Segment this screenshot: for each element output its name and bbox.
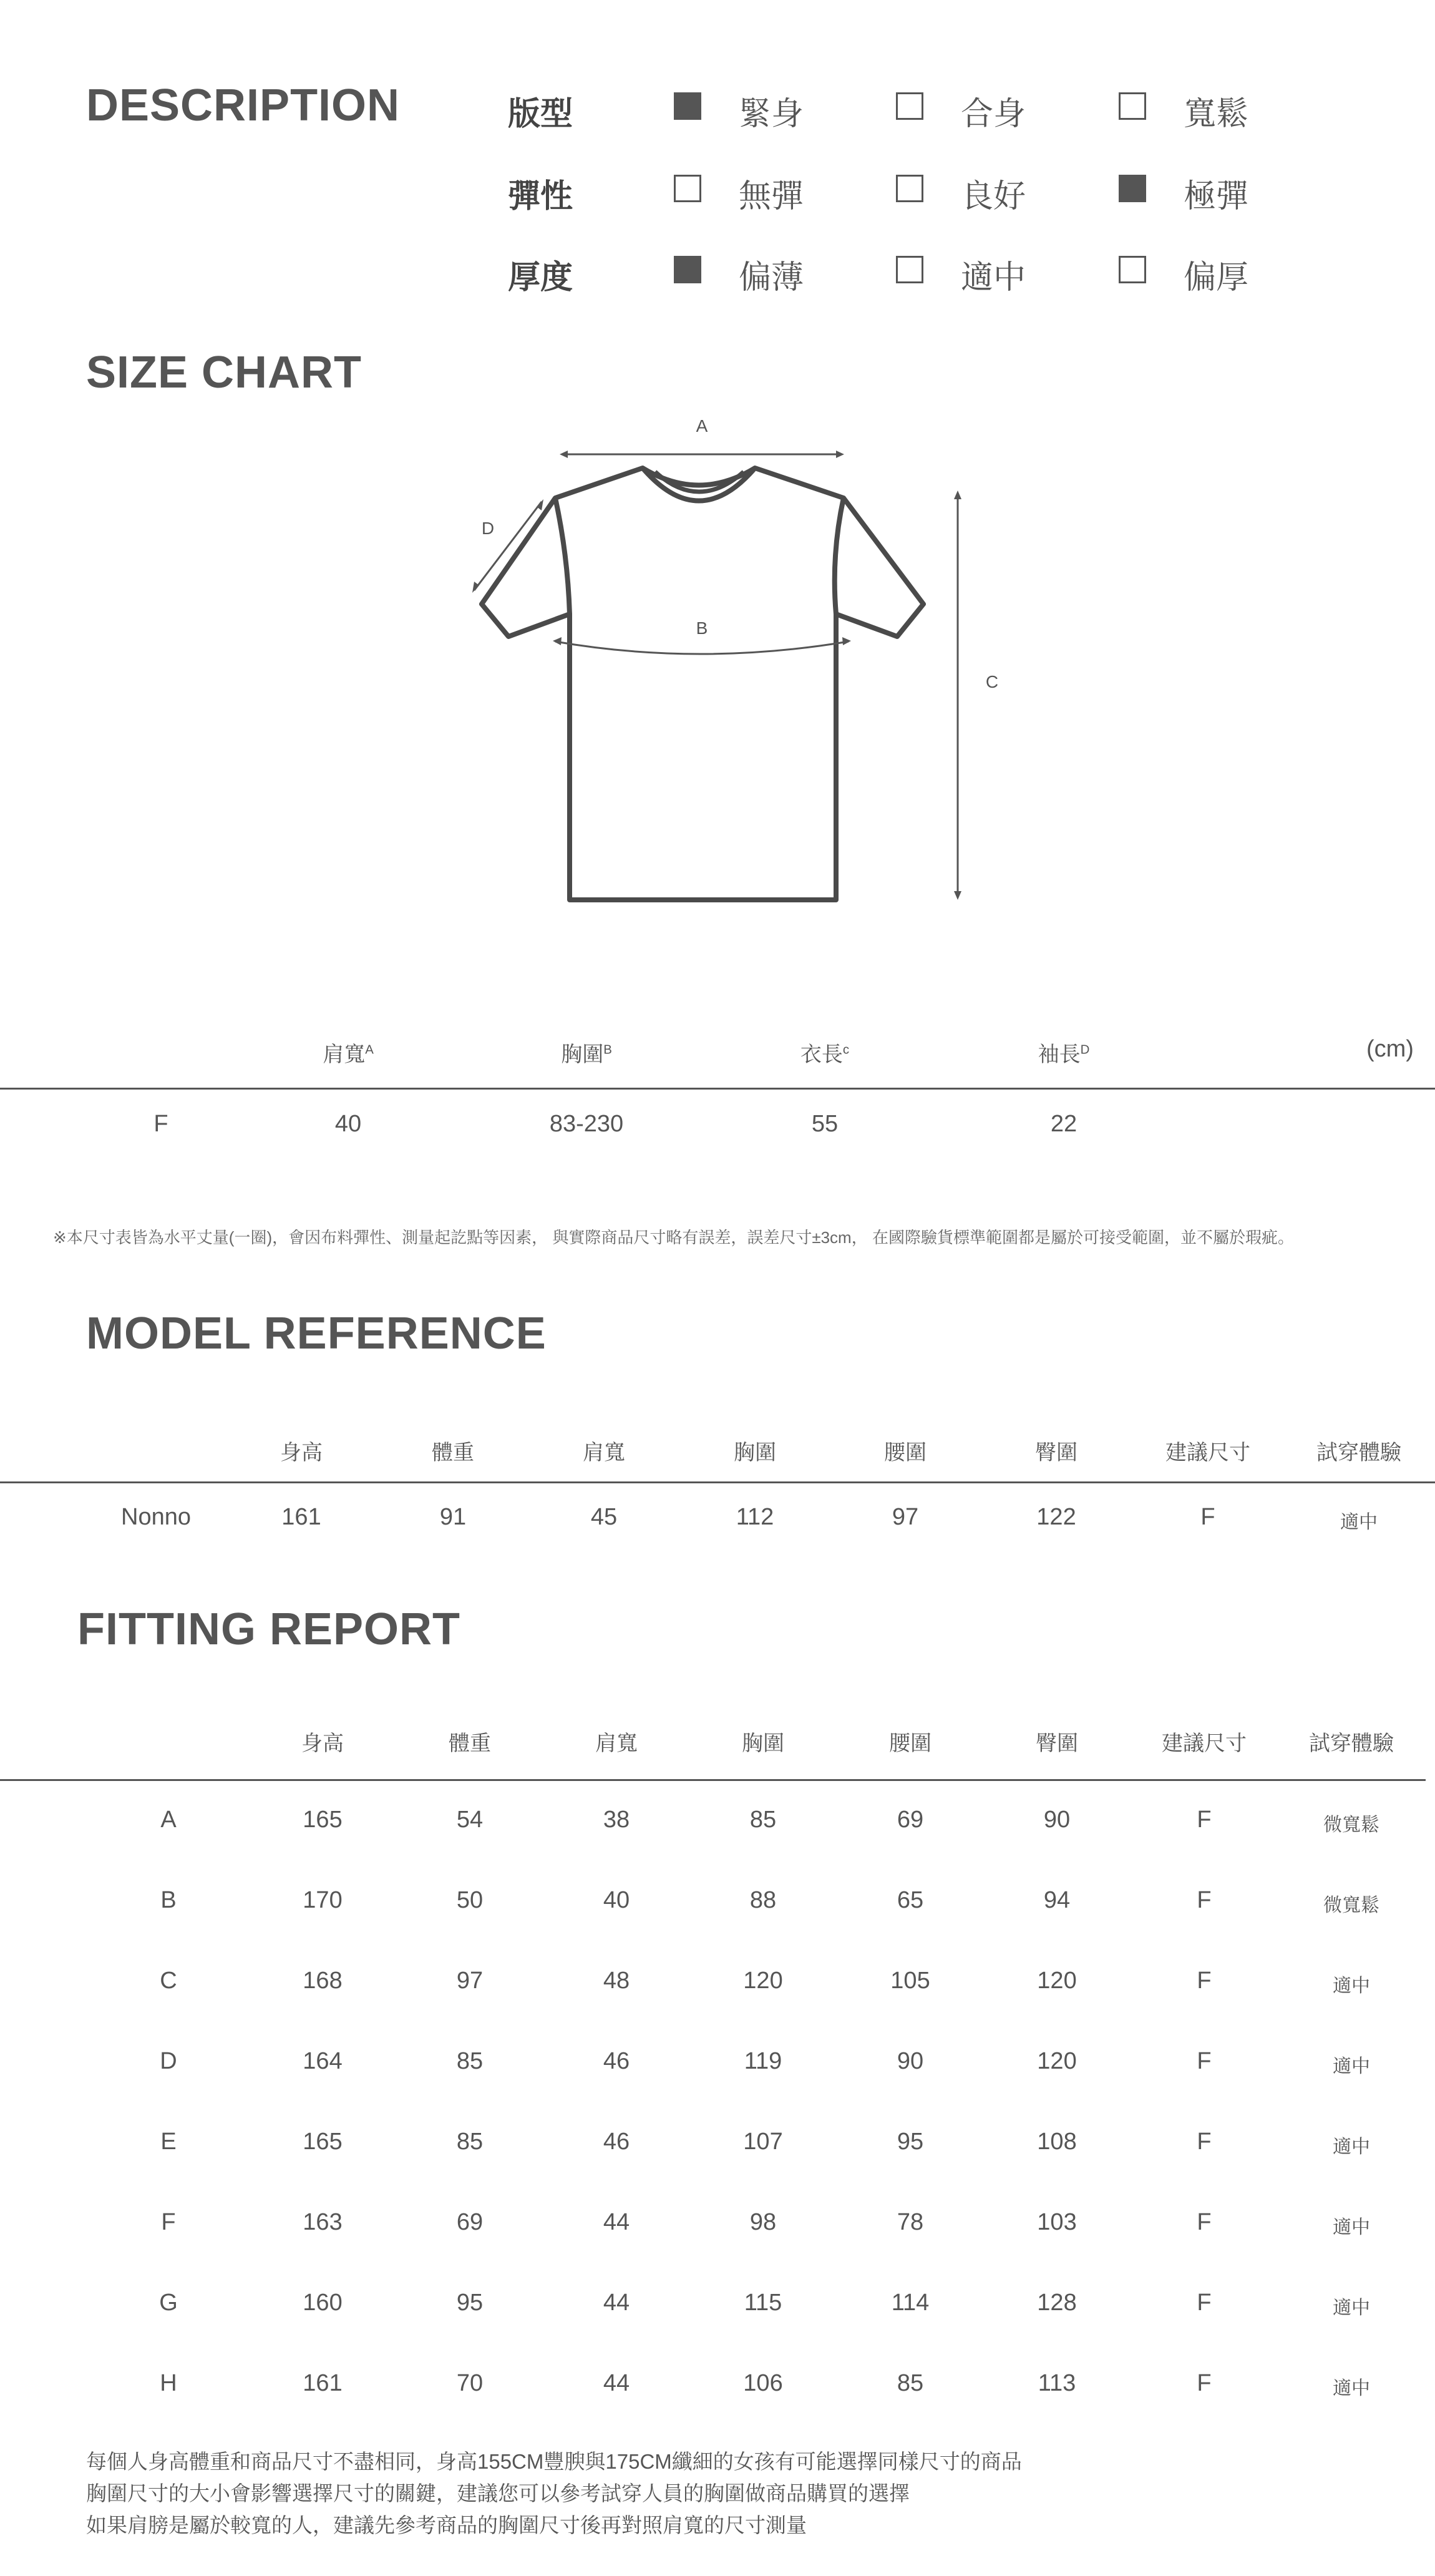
fitting-cell: 168 [303,1968,343,1994]
checkbox-unchecked [1119,256,1146,283]
fitting-cell: 65 [897,1887,924,1913]
dimension-c-label: C [985,672,999,691]
model-header: 肩寬 [583,1441,625,1465]
fitting-cell: F [1197,2290,1212,2316]
checkbox-unchecked [896,92,923,120]
fitting-header: 建議尺寸 [1162,1732,1247,1755]
fitting-cell: 54 [456,1807,484,1833]
fitting-report-title: FITTING REPORT [77,1604,460,1654]
fitting-cell: 120 [1037,1968,1077,1994]
fitting-cell: 69 [456,2209,484,2235]
fitting-header: 腰圍 [889,1732,932,1755]
fitting-cell: 108 [1037,2129,1077,2155]
fitting-cell: 170 [303,1887,343,1913]
fitting-cell: 85 [456,2048,484,2074]
fitting-cell: 94 [1043,1887,1071,1913]
option-label: 合身 [961,96,1026,132]
size-header-sup: c [842,1043,850,1057]
footer-line: 胸圍尺寸的大小會影響選擇尺寸的關鍵，建議您可以參考試穿人員的胸圍做商品購買的選擇 [86,2482,910,2505]
fitting-cell: 46 [603,2048,630,2074]
option-label: 偏厚 [1184,260,1249,296]
size-header: 袖長$^D$ [1038,1043,1090,1066]
model-cell: 112 [736,1504,774,1530]
fitting-header: 體重 [449,1732,491,1755]
description-label: 版型 [508,96,573,132]
fitting-cell: 適中 [1333,2378,1370,2399]
fitting-cell: 70 [456,2370,484,2396]
size-cell: 22 [1050,1111,1077,1137]
fitting-cell: 90 [897,2048,924,2074]
fitting-row-name: A [160,1807,177,1833]
fitting-cell: F [1197,1887,1212,1913]
fitting-cell: 48 [603,1968,630,1994]
fitting-cell: 165 [303,2129,343,2155]
model-cell: 45 [590,1504,618,1530]
size-cell: 55 [811,1111,839,1137]
checkbox-checked [674,256,701,283]
tshirt-diagram [437,399,1048,911]
model-cell: F [1200,1504,1215,1530]
option-label: 無彈 [739,178,804,215]
fitting-cell: 97 [456,1968,484,1994]
fitting-header: 試穿體驗 [1309,1732,1394,1755]
fitting-cell: 50 [456,1887,484,1913]
model-header: 臀圍 [1035,1441,1077,1465]
divider [0,1088,1435,1090]
fitting-row-name: G [159,2290,178,2316]
size-header-sup: D [1080,1043,1090,1057]
description-title: DESCRIPTION [86,80,401,130]
fitting-header: 臀圍 [1036,1732,1078,1755]
option-label: 緊身 [739,96,804,132]
model-name: Nonno [121,1504,191,1530]
fitting-cell: 46 [603,2129,630,2155]
fitting-header: 胸圍 [742,1732,784,1755]
fitting-cell: 適中 [1333,1976,1370,1996]
fitting-cell: 38 [603,1807,630,1833]
fitting-cell: 85 [749,1807,777,1833]
fitting-cell: 128 [1037,2290,1077,2316]
fitting-header: 身高 [301,1732,344,1755]
model-header: 腰圍 [884,1441,927,1465]
fitting-cell: 163 [303,2209,343,2235]
option-label: 良好 [961,178,1026,215]
checkbox-checked [1119,175,1146,202]
fitting-cell: 95 [897,2129,924,2155]
model-cell: 122 [1036,1504,1076,1530]
fitting-cell: 微寬鬆 [1323,1895,1379,1916]
fitting-cell: 88 [749,1887,777,1913]
dimension-b-line [555,642,849,654]
fitting-cell: 適中 [1333,2137,1370,2157]
fitting-header: 肩寬 [595,1732,638,1755]
checkbox-unchecked [896,256,923,283]
size-header-sup: A [365,1043,374,1057]
option-label: 偏薄 [739,260,804,296]
fitting-cell: 95 [456,2290,484,2316]
fitting-row-name: B [160,1887,177,1913]
footer-line: 每個人身高體重和商品尺寸不盡相同，身高155CM豐腴與175CM纖細的女孩有可能選擇同樣尺寸的商品 [86,2450,1022,2473]
size-row-name: F [153,1111,168,1137]
fitting-cell: F [1197,2209,1212,2235]
dimension-a-label: A [696,416,708,436]
model-header: 建議尺寸 [1165,1441,1250,1465]
fitting-cell: 103 [1037,2209,1077,2235]
checkbox-unchecked [896,175,923,202]
option-label: 極彈 [1184,178,1249,215]
description-label: 彈性 [508,178,573,215]
fitting-cell: 40 [603,1887,630,1913]
fitting-cell: F [1197,2048,1212,2074]
fitting-row-name: D [160,2048,177,2074]
dimension-b-label: B [696,618,708,638]
option-label: 寬鬆 [1184,96,1249,132]
dimension-d-label: D [481,519,495,538]
fitting-cell: 161 [303,2370,343,2396]
fitting-cell: 44 [603,2290,630,2316]
size-chart-title: SIZE CHART [86,348,362,398]
fitting-cell: F [1197,1807,1212,1833]
dimension-d-line [474,502,542,590]
model-reference-title: MODEL REFERENCE [86,1309,547,1359]
fitting-cell: 69 [897,1807,924,1833]
fitting-cell: F [1197,2370,1212,2396]
divider [0,1779,1426,1781]
size-cell: 83-230 [549,1111,624,1137]
model-cell: 161 [281,1504,321,1530]
fitting-cell: 115 [744,2290,782,2316]
divider [0,1481,1435,1483]
fitting-cell: 44 [603,2209,630,2235]
fitting-cell: 105 [890,1968,930,1994]
fitting-cell: 適中 [1333,2056,1370,2077]
fitting-cell: 90 [1043,1807,1071,1833]
fitting-cell: 114 [891,2290,930,2316]
fitting-cell: 85 [456,2129,484,2155]
size-header: 肩寬$^A$ [323,1043,374,1066]
tshirt-outline [482,468,923,900]
size-header: 胸圍$^B$ [561,1043,612,1066]
fitting-cell: 44 [603,2370,630,2396]
fitting-row-name: E [160,2129,177,2155]
size-header: 衣長$^c$ [800,1043,850,1066]
size-chart-note: ※本尺寸表皆為水平丈量(一圈)，會因布料彈性、測量起訖點等因素， 與實際商品尺寸略有誤差，誤差尺寸±3cm， 在國際驗貨標準範圍都是屬於可接受範圍，並不屬於瑕疵。 [53,1228,1294,1247]
model-cell: 適中 [1340,1512,1378,1533]
fitting-cell: 106 [743,2370,783,2396]
unit-label: (cm) [1366,1036,1414,1062]
checkbox-unchecked [674,175,701,202]
checkbox-unchecked [1119,92,1146,120]
fitting-row-name: F [161,2209,176,2235]
fitting-cell: 適中 [1333,2217,1370,2238]
model-header: 身高 [280,1441,323,1465]
description-label: 厚度 [508,260,573,296]
fitting-cell: 微寬鬆 [1323,1815,1379,1835]
fitting-row-name: H [160,2370,177,2396]
fitting-cell: 160 [303,2290,343,2316]
fitting-cell: 164 [303,2048,343,2074]
fitting-cell: 98 [749,2209,777,2235]
fitting-cell: 適中 [1333,2298,1370,2318]
checkbox-checked [674,92,701,120]
fitting-cell: 78 [897,2209,924,2235]
fitting-cell: 119 [744,2048,782,2074]
fitting-cell: 165 [303,1807,343,1833]
model-header: 體重 [432,1441,474,1465]
fitting-cell: 113 [1038,2370,1076,2396]
fitting-cell: 107 [743,2129,783,2155]
fitting-cell: F [1197,1968,1212,1994]
option-label: 適中 [961,260,1026,296]
fitting-cell: 120 [743,1968,783,1994]
fitting-cell: F [1197,2129,1212,2155]
model-cell: 91 [439,1504,467,1530]
fitting-cell: 120 [1037,2048,1077,2074]
size-header-sup: B [603,1043,612,1057]
model-cell: 97 [892,1504,919,1530]
size-cell: 40 [334,1111,362,1137]
fitting-row-name: C [160,1968,177,1994]
footer-line: 如果肩膀是屬於較寬的人，建議先參考商品的胸圍尺寸後再對照肩寬的尺寸測量 [86,2514,807,2537]
model-header: 胸圍 [734,1441,776,1465]
fitting-cell: 85 [897,2370,924,2396]
model-header: 試穿體驗 [1316,1441,1401,1465]
